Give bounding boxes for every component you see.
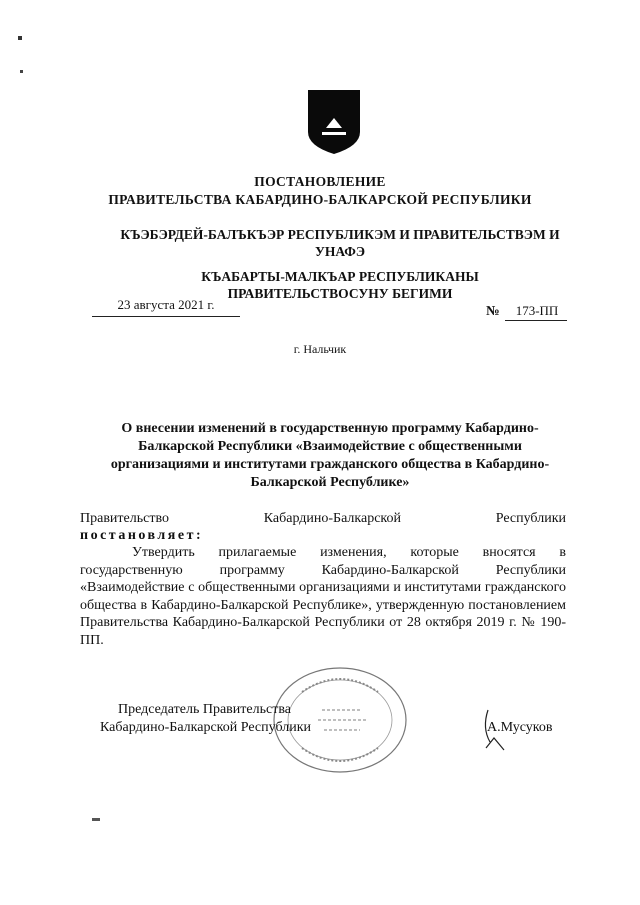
coat-of-arms-icon (304, 88, 364, 156)
document-number: 173-ПП (515, 303, 559, 318)
signatory-position-line1: Председатель Правительства (118, 702, 291, 717)
resolves-word: постановляет: (80, 528, 204, 543)
scan-speck (92, 818, 100, 821)
scan-speck (18, 36, 22, 40)
gov-word: Кабардино-Балкарской (263, 511, 401, 526)
scan-speck (20, 70, 23, 73)
gov-word: Правительство (80, 511, 169, 526)
document-date: 23 августа 2021 г. (117, 297, 215, 312)
gov-word: Республики (495, 511, 566, 526)
city: г. Нальчик (293, 342, 347, 356)
number-underline (505, 320, 567, 321)
document-subject: О внесении изменений в государственную программу Кабардино-Балкарской Республики «Взаимодействие с общественными организациями и институтами гражданского общества в Кабардино-Балкарской Республике» (110, 421, 550, 490)
number-label: № (486, 303, 500, 318)
signatory-position-line2: Кабардино-Балкарской Республики (100, 720, 311, 735)
signatory-name: А.Мусуков (487, 720, 553, 735)
date-underline (92, 316, 240, 317)
issuing-authority-balkar: КЪАБАРТЫ-МАЛКЪАР РЕСПУБЛИКАНЫ ПРАВИТЕЛЬСТВОСУНУ БЕГИМИ (201, 269, 479, 301)
resolution-paragraph: Утвердить прилагаемые изменения, которые вносятся в государственную программу Кабардино-Балкарской Республики «Взаимодействие с общественными организациями и институтами гражданского общества в Кабардино-Балкарской Республике», утвержденную постановлением Правительства Кабардино-Балкарской Республики от 28 октября 2019 г. № 190-ПП. (80, 545, 566, 648)
issuing-authority-kabardian: КЪЭБЭРДЕЙ-БАЛЪКЪЭР РЕСПУБЛИКЭМ И ПРАВИТЕЛЬСТВЭМ И УНАФЭ (120, 227, 560, 259)
government-line (80, 510, 566, 528)
issuing-authority-ru: ПРАВИТЕЛЬСТВА КАБАРДИНО-БАЛКАРСКОЙ РЕСПУБЛИКИ (108, 192, 532, 207)
document-type: ПОСТАНОВЛЕНИЕ (254, 174, 386, 189)
